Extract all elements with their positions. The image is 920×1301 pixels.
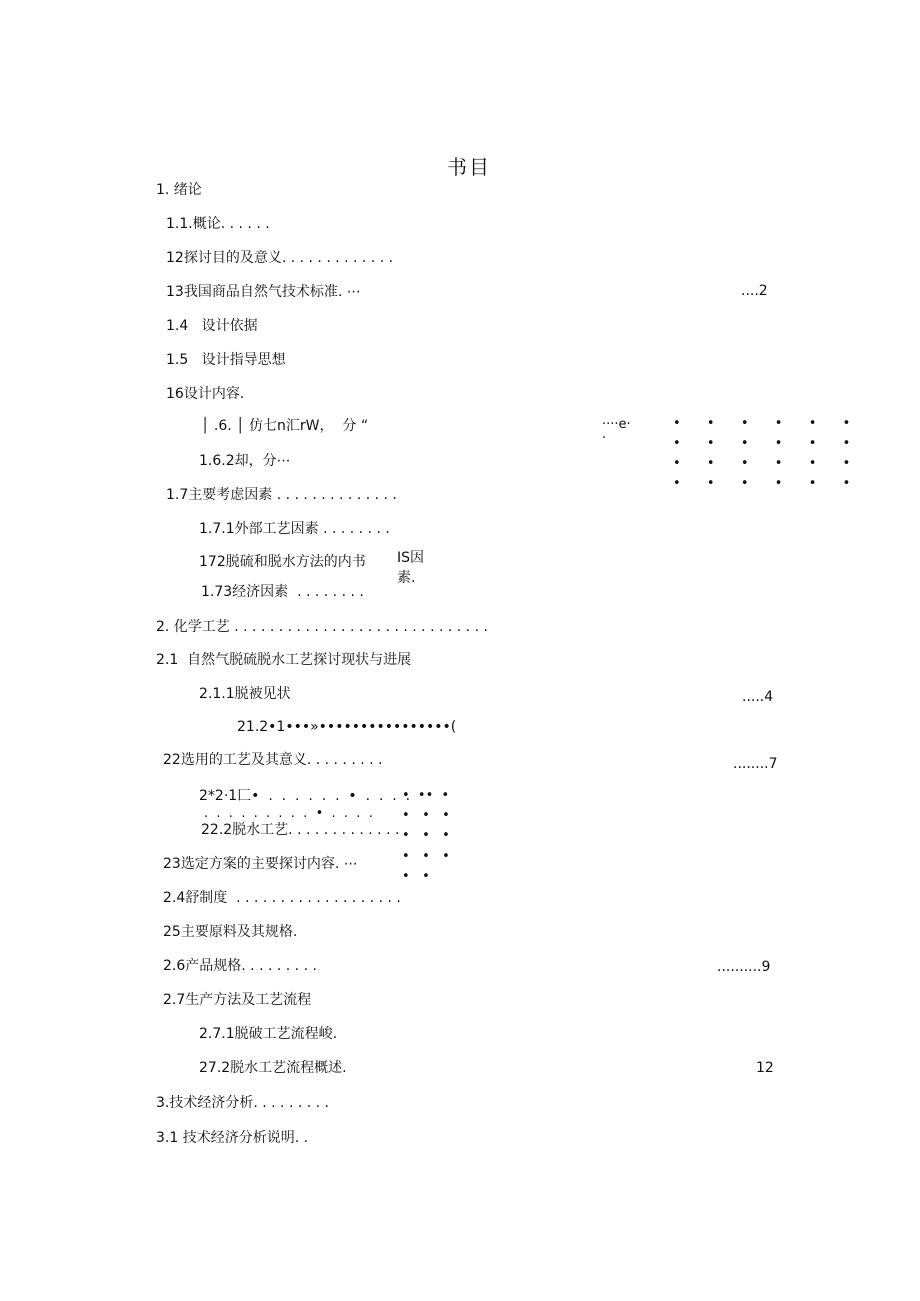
dot-leader: • • • • • • (673, 416, 857, 431)
toc-page-number: ........7 (733, 756, 778, 772)
dot-leader: • • • • • • (673, 436, 857, 451)
toc-entry: 2.1.1脱被见状 (199, 686, 291, 702)
dot-leader: . . . . . . . . . • . . . . (204, 806, 373, 821)
toc-entry: 2.6产品规格. . . . . . . . . (163, 958, 317, 974)
toc-entry: 2.4舒制度 . . . . . . . . . . . . . . . . . . . (163, 890, 401, 906)
toc-entry: 2*2·1匚• . . . . . . • . . . . (199, 788, 411, 804)
toc-entry: 3.1 技术经济分析说明. . (156, 1130, 309, 1146)
toc-entry: 1.7.1外部工艺因素 . . . . . . . . (199, 521, 390, 537)
toc-entry: 12探讨目的及意义. . . . . . . . . . . . . (166, 250, 394, 266)
toc-entry: 2. 化学工艺 . . . . . . . . . . . . . . . . . . . . . . . . . . . . . (156, 619, 488, 635)
toc-entry: 2.7生产方法及工艺流程 (163, 992, 312, 1008)
toc-entry: 1.6.2却，分⋯ (199, 453, 291, 469)
toc-entry: 13我国商品自然气技术标准. ⋯ (166, 284, 361, 300)
page-title: 书目 (447, 155, 491, 179)
toc-page-number: 12 (756, 1060, 774, 1076)
dot-leader: • • • (402, 828, 450, 843)
toc-page-number: ..........9 (717, 959, 771, 975)
toc-entry: 27.2脱水工艺流程概述. (199, 1060, 347, 1076)
toc-entry: 1.1.概论. . . . . . (166, 216, 270, 232)
toc-entry: 22.2脱水工艺. . . . . . . . . . . . . (201, 822, 400, 838)
stray-text: ····e· (602, 417, 631, 432)
dot-leader: • • (402, 869, 430, 884)
toc-entry: 1. 绪论 (156, 182, 202, 198)
toc-page-number: ....2 (741, 283, 768, 299)
toc-entry: 16设计内容. (166, 386, 245, 402)
toc-entry: 21.2•1•••»••••••••••••••••( (237, 719, 457, 735)
dot-leader: • • • (402, 849, 450, 864)
stray-text: 素. (397, 570, 416, 586)
toc-entry: 23选定方案的主要探讨内容. ⋯ (163, 856, 358, 872)
toc-entry: 25主要原料及其规格. (163, 924, 298, 940)
dot-leader: • • • • • • (673, 476, 857, 491)
toc-entry: 1.5 设计指导思想 (166, 352, 286, 368)
dot-leader: • • • (402, 808, 450, 823)
toc-entry: 2.1 自然气脱硫脱水工艺探讨现状与进展 (156, 652, 412, 668)
stray-text: IS因 (397, 550, 425, 566)
toc-entry: 3.技术经济分析. . . . . . . . . (156, 1095, 330, 1111)
stray-text: · (602, 431, 607, 446)
toc-entry: 1.73经济因素 . . . . . . . . (201, 584, 364, 600)
toc-entry: 22选用的工艺及其意义. . . . . . . . . (163, 752, 383, 768)
toc-entry: │ .6. │ 仿七n汇rW， 分 “ (201, 418, 369, 434)
toc-entry: 2.7.1脱破工艺流程峻. (199, 1026, 338, 1042)
toc-entry: 172脱硫和脱水方法的内书 (199, 554, 366, 570)
dot-leader: • •• • (402, 788, 450, 803)
toc-entry: 1.7主要考虑因素 . . . . . . . . . . . . . . (166, 487, 397, 503)
dot-leader: • • • • • • (673, 456, 857, 471)
toc-page-number: .....4 (742, 689, 774, 705)
toc-entry: 1.4 设计依据 (166, 318, 258, 334)
